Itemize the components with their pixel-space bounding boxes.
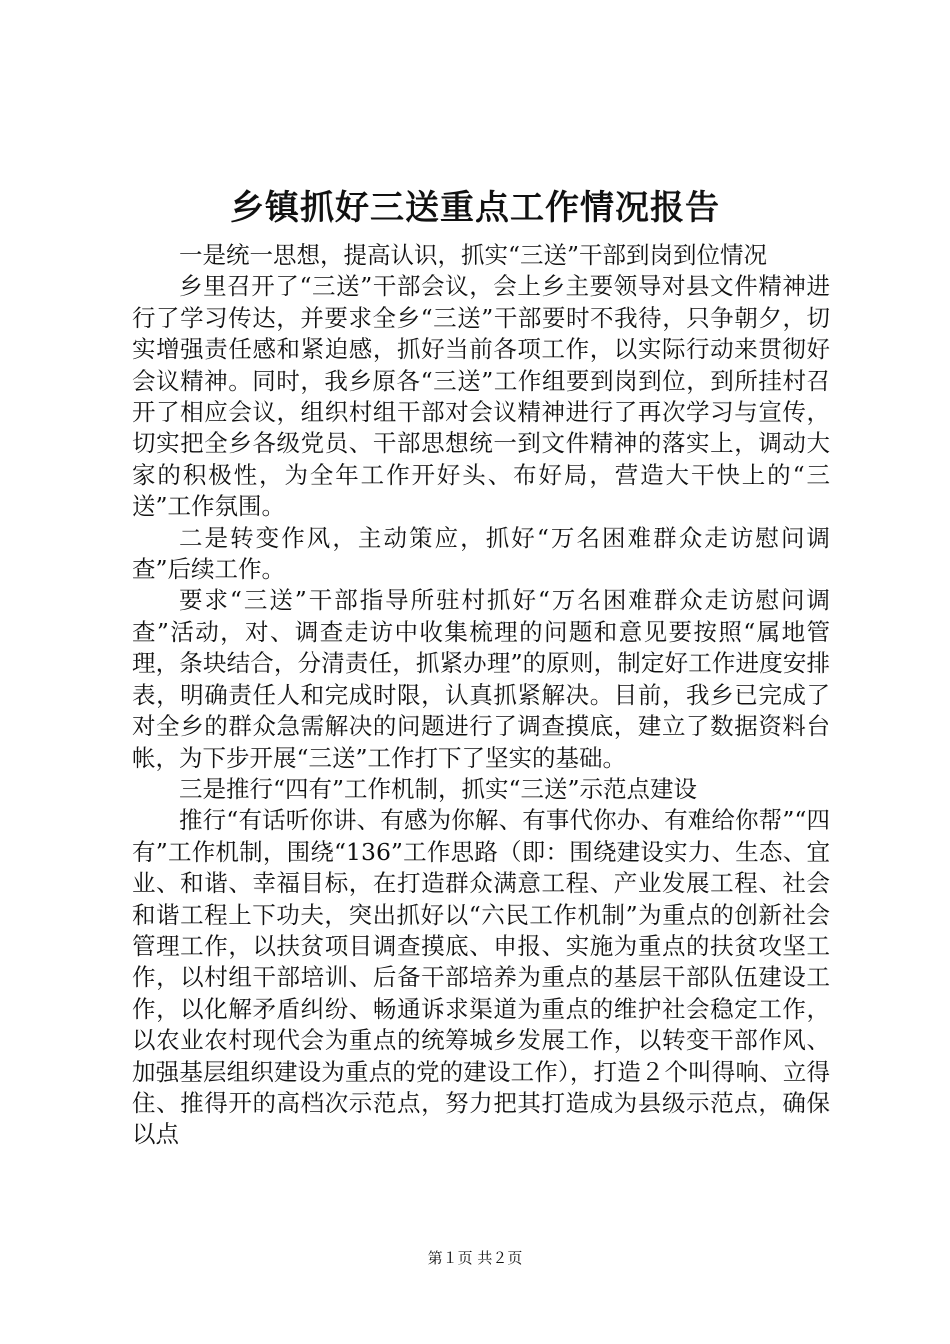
paragraph-1: 乡里召开了“三送”干部会议，会上乡主要领导对县文件精神进行了学习传达，并要求全乡“三送”干部要时不我待，只争朝夕，切实增强责任感和紧迫感，抓好当前各项工作，以实际行动来贯彻好会议精神。同时，我乡原各“三送”工作组要到岗到位，到所挂村召开了相应会议，组织村组干部对会议精神进行了再次学习与宣传，切实把全乡各级党员、干部思想统一到文件精神的落实上，调动大家的积极性，为全年工作开好头、布好局，营造大干快上的“三送”工作氛围。 <box>132 272 830 521</box>
paragraph-3: 推行“有话听你讲、有感为你解、有事代你办、有难给你帮”“四有”工作机制，围绕“136”工作思路（即：围绕建设实力、生态、宜业、和谐、幸福目标，在打造群众满意工程、产业发展工程、社会和谐工程上下功夫，突出抓好以“六民工作机制”为重点的创新社会管理工作，以扶贫项目调查摸底、申报、实施为重点的扶贫攻坚工作，以村组干部培训、后备干部培养为重点的基层干部队伍建设工作，以化解矛盾纠纷、畅通诉求渠道为重点的维护社会稳定工作，以农业农村现代会为重点的统筹城乡发展工作，以转变干部作风、加强基层组织建设为重点的党的建设工作），打造２个叫得响、立得住、推得开的高档次示范点，努力把其打造成为县级示范点，确保以点 <box>132 806 830 1149</box>
paragraph-2: 要求“三送”干部指导所驻村抓好“万名困难群众走访慰问调查”活动，对、调查走访中收集梳理的问题和意见要按照“属地管理，条块结合，分清责任，抓紧办理”的原则，制定好工作进度安排表，明确责任人和完成时限，认真抓紧解决。目前，我乡已完成了对全乡的群众急需解决的问题进行了调查摸底，建立了数据资料台帐，为下步开展“三送”工作打下了坚实的基础。 <box>132 586 830 772</box>
document-body <box>132 240 830 1151</box>
page-footer: 第１页 共２页 <box>427 1249 523 1267</box>
section-heading-2: 二是转变作风，主动策应，抓好“万名困难群众走访慰问调查”后续工作。 <box>132 523 830 584</box>
section-heading-1: 一是统一思想，提高认识，抓实“三送”干部到岗到位情况 <box>179 241 768 269</box>
section-heading-3: 三是推行“四有”工作机制，抓实“三送”示范点建设 <box>179 774 698 803</box>
document-title: 乡镇抓好三送重点工作情况报告 <box>230 188 720 228</box>
